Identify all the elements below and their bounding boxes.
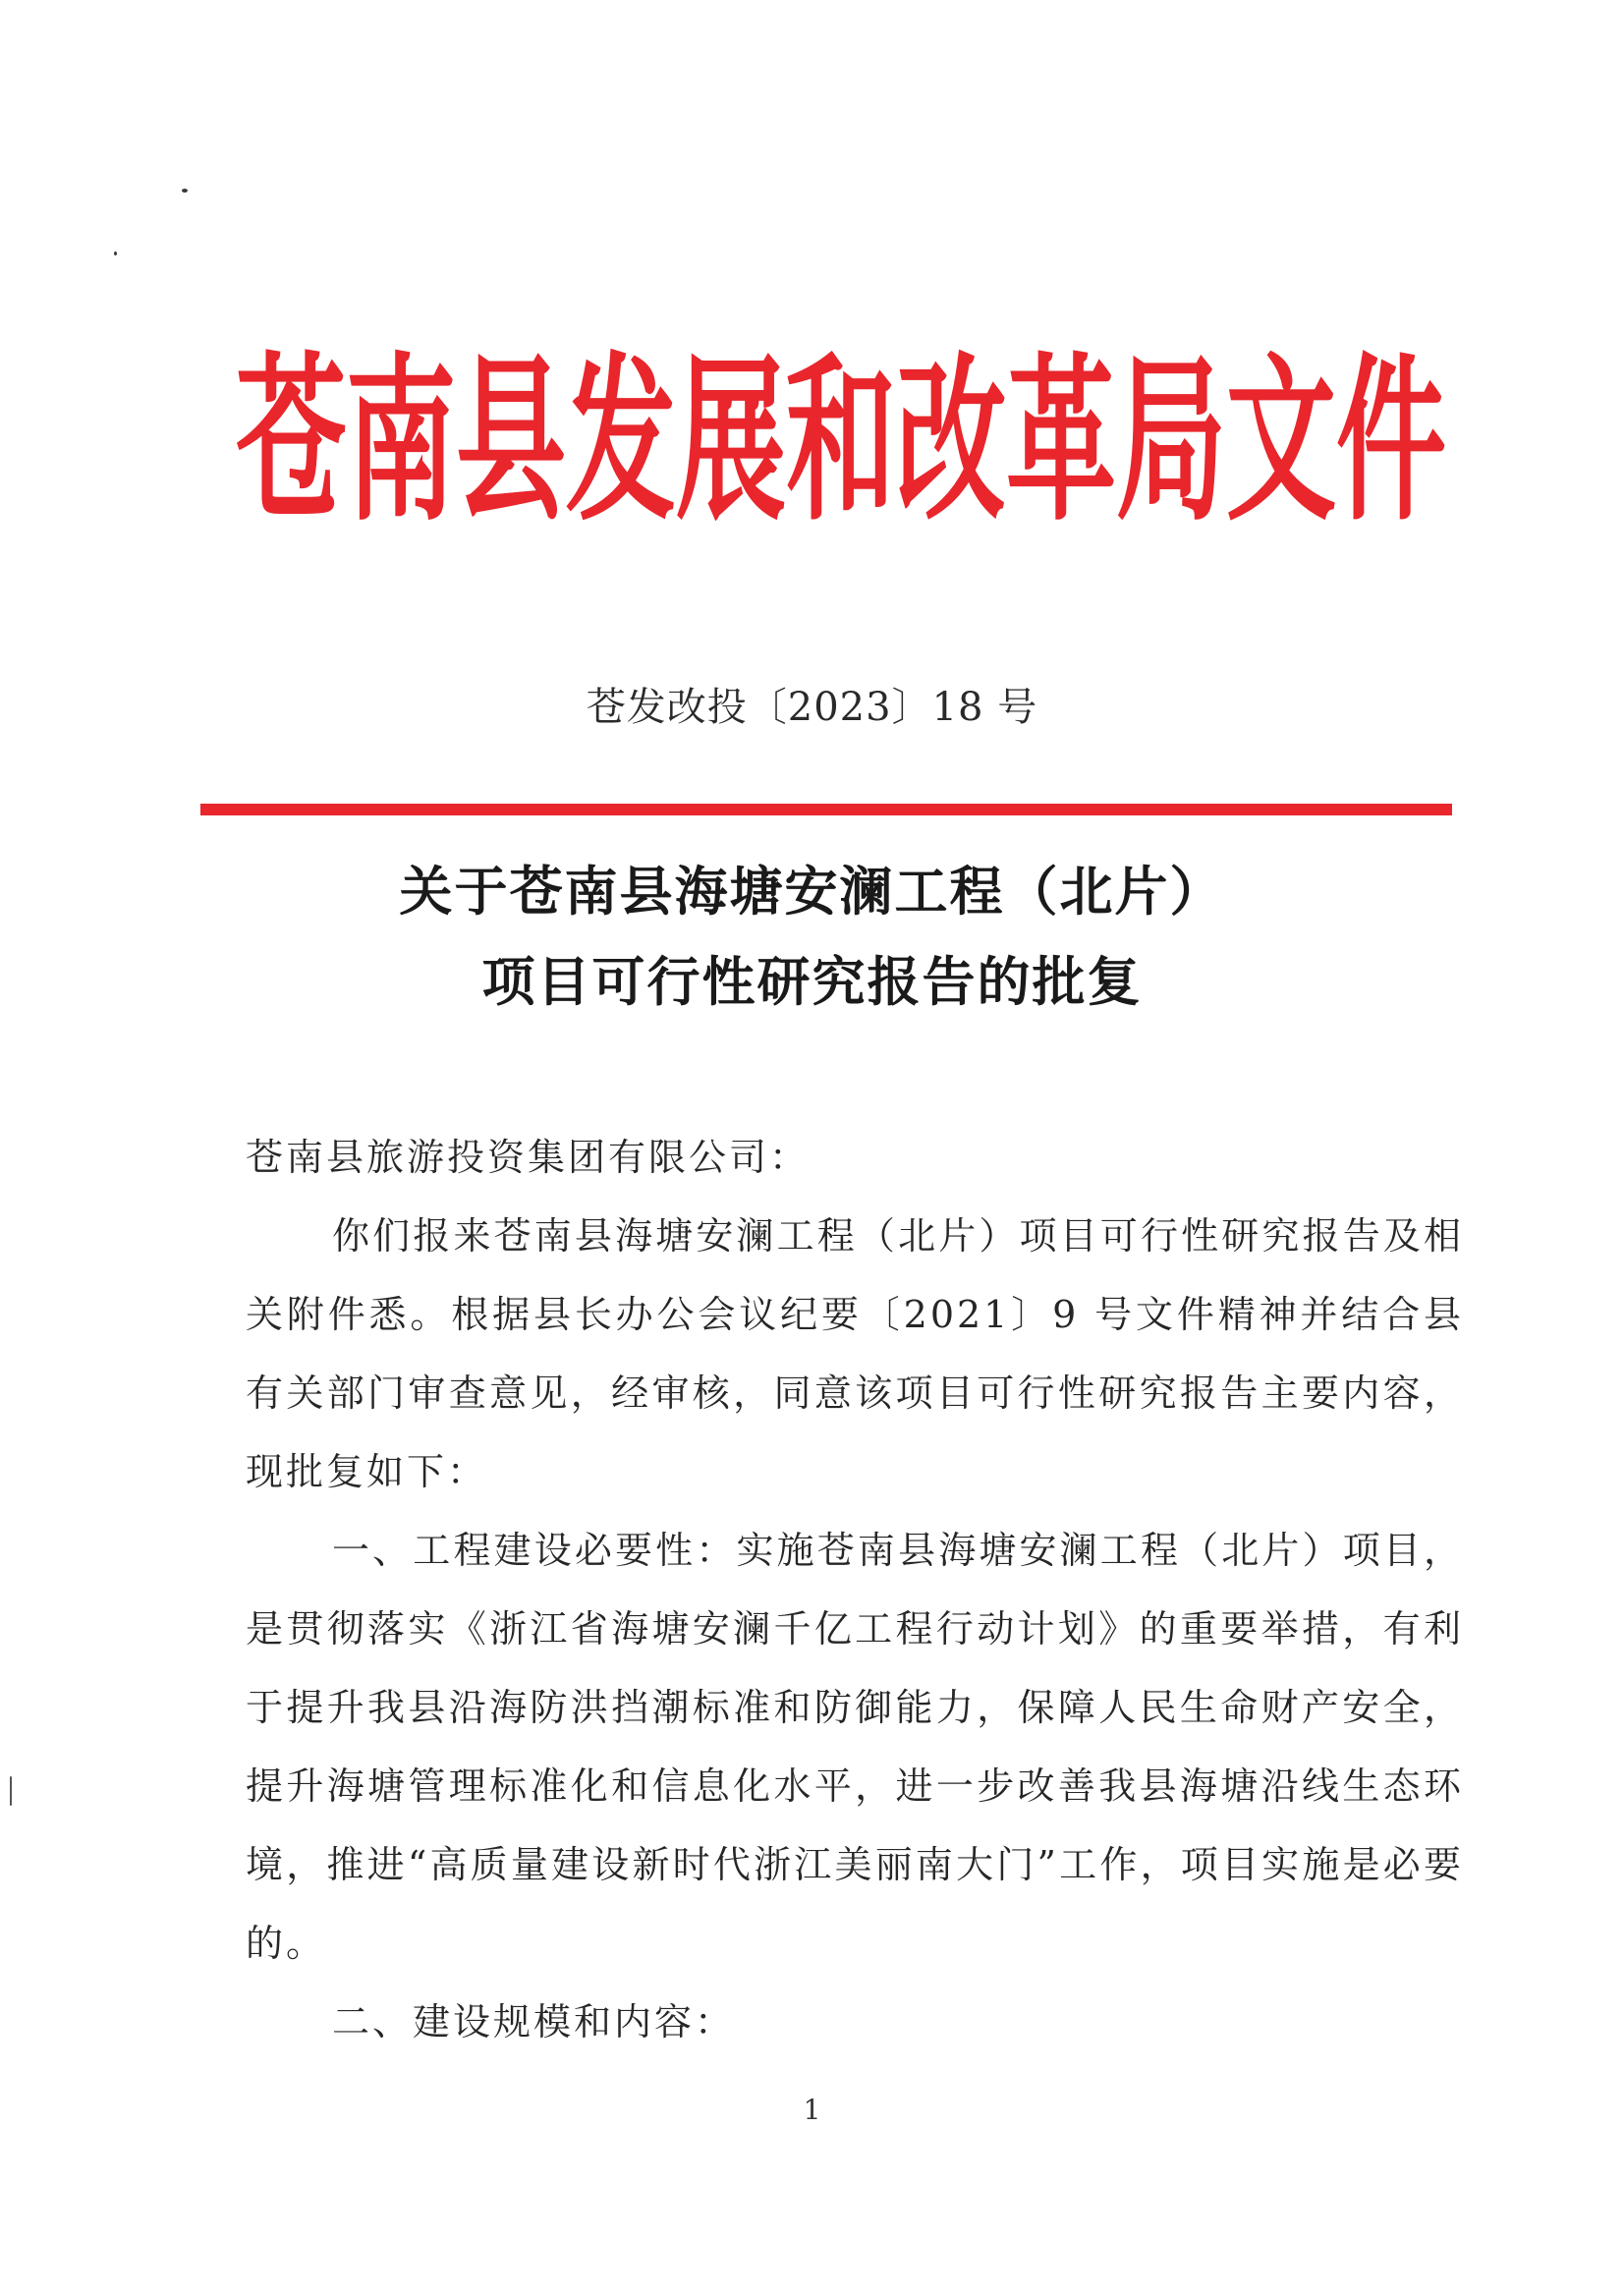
body-paragraph: 二、建设规模和内容： (332, 2000, 736, 2043)
masthead-char: 件 (1336, 338, 1446, 546)
masthead-char: 发 (566, 338, 676, 546)
masthead-char: 革 (1006, 338, 1116, 546)
masthead-title (236, 338, 1446, 546)
document-title-line-2: 项目可行性研究报告的批复 (481, 951, 1143, 1013)
masthead-char: 文 (1226, 338, 1336, 546)
body-paragraph: 一、工程建设必要性：实施苍南县海塘安澜工程（北片）项目，是贯彻落实《浙江省海塘安澜千亿工程行动计划》的重要举措，有利于提升我县沿海防洪挡潮标准和防御能力，保障人民生命财产安全，提升海塘管理标准化和信息化水平，进一步改善我县海塘沿线生态环境，推进“高质量建设新时代浙江美丽南大门”工作，项目实施是必要的。 (246, 1529, 1464, 1965)
document-number: 苍发改投〔2023〕18 号 (586, 685, 1038, 730)
scan-speck (114, 252, 117, 255)
masthead-char: 局 (1116, 338, 1226, 546)
masthead-char: 县 (456, 338, 566, 546)
salutation: 苍南县旅游投资集团有限公司： (246, 1136, 811, 1179)
masthead-char: 和 (786, 338, 896, 546)
masthead-char: 南 (346, 338, 456, 546)
body-paragraph: 你们报来苍南县海塘安澜工程（北片）项目可行性研究报告及相关附件悉。根据县长办公会议纪要〔2021〕9 号文件精神并结合县有关部门审查意见，经审核，同意该项目可行性研究报告主要内容，现批复如下： (246, 1214, 1464, 1493)
document-title-line-1: 关于苍南县海塘安澜工程（北片） (399, 861, 1225, 923)
masthead-char: 展 (676, 338, 786, 546)
red-separator-line (200, 804, 1452, 815)
page-number: 1 (803, 2094, 821, 2126)
scan-edge-mark (10, 1776, 12, 1806)
scan-speck (182, 189, 188, 193)
masthead-char: 苍 (236, 338, 346, 546)
masthead-char: 改 (896, 338, 1006, 546)
